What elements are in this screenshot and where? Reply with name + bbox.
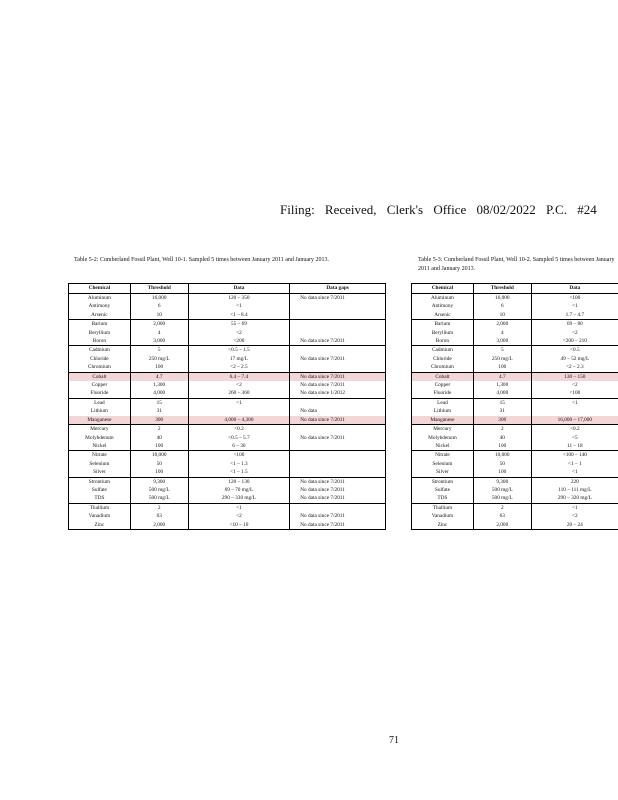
cell-data: <2: [188, 512, 290, 520]
cell-threshold: 9,300: [473, 477, 531, 486]
cell-threshold: 40: [473, 434, 531, 442]
cell-chemical: Aluminum: [430, 295, 454, 301]
cell-data-gaps: [290, 503, 386, 512]
table-row: [412, 477, 618, 486]
cell-threshold: 3,000: [473, 337, 531, 346]
cell-chemical: Nitrate: [412, 451, 474, 460]
table-row: [412, 416, 618, 425]
cell-data: <1: [188, 398, 290, 407]
cell-data: <1: [531, 398, 618, 407]
cell-data: 6.4 – 7.4: [188, 372, 290, 381]
cell-chemical: Copper: [91, 382, 108, 389]
cell-threshold: 16,000: [473, 294, 531, 303]
cell-data-gaps: No data since 1/2012: [290, 389, 386, 398]
cell-data: 16,000 – 17,000: [531, 416, 618, 425]
table-row: [69, 329, 386, 337]
cell-chemical: Selenium: [432, 460, 453, 467]
cell-chemical: Cobalt: [69, 372, 131, 381]
table-row: [412, 460, 618, 468]
cell-threshold: 300: [473, 416, 531, 425]
cell-chemical: Fluoride: [90, 390, 109, 397]
table-row: [412, 294, 618, 303]
cell-threshold: 6: [473, 302, 531, 310]
table-row: [69, 477, 386, 486]
cell-threshold: 31: [473, 407, 531, 415]
cell-threshold: 9,300: [130, 477, 188, 486]
cell-data: <200 – 210: [531, 337, 618, 346]
cell-chemical: Selenium: [89, 460, 110, 467]
table-row: [412, 337, 618, 346]
cell-threshold: 250 mg/L: [130, 355, 188, 363]
cell-data-gaps: No data since 7/2011: [290, 521, 386, 530]
cell-threshold: 31: [130, 407, 188, 415]
cell-data: [531, 407, 618, 415]
cell-data: <200: [188, 337, 290, 346]
cell-chemical: Boron: [92, 338, 107, 345]
cell-data-gaps: No data: [290, 407, 386, 415]
cell-data-gaps: [290, 460, 386, 468]
cell-data-gaps: No data since 7/2011: [290, 512, 386, 520]
cell-data: <0.2: [531, 425, 618, 434]
header-chemical: Chemical: [412, 284, 474, 294]
cell-chemical: Lead: [412, 398, 474, 407]
table-row: [69, 434, 386, 442]
cell-data-gaps: [290, 442, 386, 451]
cell-data: 1.7 – 4.7: [531, 311, 618, 320]
cell-data: 49 – 52 mg/L: [531, 355, 618, 363]
cell-data: <2: [188, 329, 290, 337]
cell-data: <2: [531, 512, 618, 520]
cell-chemical: Sulfate: [434, 486, 450, 493]
cell-data: 290 – 330 mg/L: [188, 494, 290, 503]
table-row: [69, 486, 386, 494]
cell-data: 69 – 80: [531, 320, 618, 329]
table-row: [69, 381, 386, 389]
cell-threshold: 50: [130, 460, 188, 468]
table-row: [412, 486, 618, 494]
cell-data-gaps: No data since 7/2011: [290, 486, 386, 494]
cell-chemical: TDS: [94, 495, 105, 502]
table-row: [69, 494, 386, 503]
cell-data-gaps: No data since 7/2011: [290, 494, 386, 503]
cell-chemical: Arsenic: [91, 311, 108, 318]
table-row: [69, 468, 386, 477]
cell-threshold: 500 mg/L: [473, 486, 531, 494]
page-number: 71: [389, 735, 399, 746]
table-row: [412, 355, 618, 363]
cell-data: 130 – 150: [531, 372, 618, 381]
cell-data: 55 – 69: [188, 320, 290, 329]
table-row: [412, 512, 618, 520]
cell-data: 69 – 70 mg/L: [188, 486, 290, 494]
cell-chemical: Lead: [69, 398, 131, 407]
cell-threshold: 100: [473, 442, 531, 451]
cell-data: <100: [531, 294, 618, 303]
cell-chemical: Nickel: [92, 442, 107, 449]
cell-chemical: Chloride: [433, 355, 452, 362]
cell-chemical: Thallium: [412, 503, 474, 512]
cell-data: <0.2: [188, 425, 290, 434]
table-row: [69, 407, 386, 415]
cell-chemical: Boron: [435, 338, 450, 345]
table-row: [412, 320, 618, 329]
cell-chemical: Cadmium: [412, 346, 474, 355]
table-row: [69, 346, 386, 355]
cell-chemical: Molybdenum: [428, 434, 457, 441]
cell-data: 20 – 24: [531, 521, 618, 530]
header-data: Data: [531, 284, 618, 294]
cell-chemical: Beryllium: [88, 329, 111, 336]
cell-data-gaps: [290, 346, 386, 355]
table-row: [412, 372, 618, 381]
cell-chemical: Chromium: [430, 364, 454, 371]
cell-data: <2: [531, 329, 618, 337]
cell-threshold: 4.7: [130, 372, 188, 381]
table1-caption: Table 5-2: Cumberland Fossil Plant, Well 10-1. Sampled 5 times between January 2011 and January 2013.: [74, 257, 330, 263]
cell-threshold: 5: [473, 346, 531, 355]
cell-data: 17 mg/L: [188, 355, 290, 363]
cell-data-gaps: No data since 7/2011: [290, 477, 386, 486]
cell-data: 11 – 18: [531, 442, 618, 451]
cell-data: <1: [188, 302, 290, 310]
cell-chemical: Sulfate: [91, 486, 107, 493]
cell-data-gaps: No data since 7/2011: [290, 355, 386, 363]
cell-chemical: Vanadium: [431, 513, 454, 520]
table-row: [412, 451, 618, 460]
table-row: [69, 363, 386, 372]
cell-data: 4,000 – 4,300: [188, 416, 290, 425]
cell-chemical: Aluminum: [87, 295, 111, 301]
cell-threshold: 63: [473, 512, 531, 520]
table-row: [412, 389, 618, 398]
header-data-gaps: Data gaps: [290, 284, 386, 294]
cell-chemical: Fluoride: [433, 390, 452, 397]
table-row: [69, 372, 386, 381]
cell-data: [188, 407, 290, 415]
cell-threshold: 1,300: [473, 381, 531, 389]
cell-data-gaps: [290, 320, 386, 329]
cell-chemical: Cobalt: [412, 372, 474, 381]
cell-chemical: Mercury: [69, 425, 131, 434]
table-row: [69, 398, 386, 407]
cell-data: <1: [531, 302, 618, 310]
cell-data-gaps: [290, 468, 386, 477]
cell-data: 120 – 350: [188, 294, 290, 303]
table-row: [412, 434, 618, 442]
cell-threshold: 500 mg/L: [130, 486, 188, 494]
cell-data: <100 – 140: [531, 451, 618, 460]
cell-threshold: 500 mg/L: [473, 494, 531, 503]
header-data: Data: [188, 284, 290, 294]
cell-threshold: 100: [130, 468, 188, 477]
cell-data-gaps: No data since 7/2011: [290, 381, 386, 389]
table-row: [412, 302, 618, 310]
cell-threshold: 500 mg/L: [130, 494, 188, 503]
header-threshold: Threshold: [130, 284, 188, 294]
cell-data: <1 – 8.4: [188, 311, 290, 320]
cell-data: 110 – 111 mg/L: [531, 486, 618, 494]
cell-data: <5: [531, 434, 618, 442]
cell-data-gaps: [290, 311, 386, 320]
cell-threshold: 2: [130, 425, 188, 434]
cell-threshold: 4.7: [473, 372, 531, 381]
cell-threshold: 3,000: [130, 337, 188, 346]
cell-threshold: 100: [473, 363, 531, 372]
cell-threshold: 2,000: [473, 320, 531, 329]
cell-threshold: 50: [473, 460, 531, 468]
cell-threshold: 100: [130, 442, 188, 451]
cell-data-gaps: [290, 329, 386, 337]
cell-threshold: 15: [130, 398, 188, 407]
table-row: [412, 503, 618, 512]
cell-data: 290 – 320 mg/L: [531, 494, 618, 503]
table-row: [412, 521, 618, 530]
cell-threshold: 2,000: [130, 521, 188, 530]
cell-threshold: 16,000: [130, 294, 188, 303]
table-row: [69, 442, 386, 451]
cell-threshold: 15: [473, 398, 531, 407]
cell-threshold: 63: [130, 512, 188, 520]
cell-data-gaps: [290, 451, 386, 460]
table-row: [69, 294, 386, 303]
cell-threshold: 100: [130, 363, 188, 372]
table-row: [69, 302, 386, 310]
cell-threshold: 10,000: [130, 451, 188, 460]
cell-chemical: Arsenic: [434, 311, 451, 318]
table2-caption: Table 5-3: Cumberland Fossil Plant, Well 10-2. Sampled 5 times between January 2011 and January 2013.: [418, 257, 615, 272]
cell-chemical: Barium: [412, 320, 474, 329]
cell-threshold: 1,300: [130, 381, 188, 389]
cell-data-gaps: No data since 7/2011: [290, 294, 386, 303]
table-row: [412, 311, 618, 320]
cell-chemical: Manganese: [69, 416, 131, 425]
table-well-10-1: [68, 283, 386, 530]
cell-data-gaps: [290, 363, 386, 372]
cell-chemical: Strontium: [412, 477, 474, 486]
cell-chemical: Zinc: [94, 521, 105, 528]
table-row: [412, 494, 618, 503]
cell-data: <1 – 1.3: [188, 460, 290, 468]
cell-data: 120 – 130: [188, 477, 290, 486]
cell-data: <1: [188, 503, 290, 512]
cell-chemical: Manganese: [412, 416, 474, 425]
table-row: [69, 311, 386, 320]
table-row: [69, 512, 386, 520]
table-row: [412, 407, 618, 415]
cell-data: <10 – 10: [188, 521, 290, 530]
cell-threshold: 100: [473, 468, 531, 477]
cell-chemical: Nickel: [435, 442, 450, 449]
cell-threshold: 4: [473, 329, 531, 337]
cell-data: 6 – 30: [188, 442, 290, 451]
cell-threshold: 300: [130, 416, 188, 425]
cell-threshold: 10: [473, 311, 531, 320]
cell-chemical: Barium: [69, 320, 131, 329]
cell-threshold: 4,000: [473, 389, 531, 398]
cell-data: <100: [188, 451, 290, 460]
cell-threshold: 4,000: [130, 389, 188, 398]
cell-data-gaps: No data since 7/2011: [290, 434, 386, 442]
table-row: [412, 398, 618, 407]
cell-data-gaps: [290, 425, 386, 434]
cell-chemical: Beryllium: [431, 329, 454, 336]
cell-chemical: Vanadium: [88, 513, 111, 520]
table-row: [412, 381, 618, 389]
cell-data-gaps: No data since 7/2011: [290, 337, 386, 346]
cell-chemical: Mercury: [412, 425, 474, 434]
cell-chemical: Lithium: [433, 408, 451, 415]
table-row: [69, 389, 386, 398]
cell-threshold: 4: [130, 329, 188, 337]
cell-data: <2 – 2.5: [188, 363, 290, 372]
cell-chemical: Strontium: [69, 477, 131, 486]
cell-chemical: Silver: [93, 469, 106, 476]
table-row: [69, 460, 386, 468]
cell-data: <0.5 – 5.7: [188, 434, 290, 442]
table-row: [69, 337, 386, 346]
cell-chemical: Nitrate: [69, 451, 131, 460]
cell-chemical: Molybdenum: [85, 434, 114, 441]
table-row: [412, 346, 618, 355]
table-row: [69, 521, 386, 530]
cell-chemical: Antimony: [431, 303, 454, 310]
table-well-10-2: [411, 283, 618, 530]
table-row: [69, 320, 386, 329]
cell-data: <100: [531, 389, 618, 398]
cell-chemical: Copper: [434, 382, 451, 389]
cell-data: <2: [531, 381, 618, 389]
cell-threshold: 2: [130, 503, 188, 512]
cell-data: <2 – 2.3: [531, 363, 618, 372]
cell-chemical: Chromium: [87, 364, 111, 371]
cell-data: <1: [531, 503, 618, 512]
cell-data-gaps: [290, 302, 386, 310]
cell-data: <1: [531, 468, 618, 477]
cell-data-gaps: [290, 398, 386, 407]
cell-data-gaps: No data since 7/2011: [290, 372, 386, 381]
table-header-row: [69, 284, 386, 294]
cell-threshold: 40: [130, 434, 188, 442]
filing-stamp: Filing: Received, Clerk's Office 08/02/2022 P.C. #24: [280, 202, 597, 217]
cell-chemical: TDS: [437, 495, 448, 502]
cell-threshold: 2: [473, 425, 531, 434]
cell-threshold: 2,000: [130, 320, 188, 329]
cell-chemical: Cadmium: [69, 346, 131, 355]
cell-threshold: 6: [130, 302, 188, 310]
cell-data: <1 – 1: [531, 460, 618, 468]
cell-data: <0.5: [531, 346, 618, 355]
cell-chemical: Antimony: [88, 303, 111, 310]
table-row: [69, 416, 386, 425]
cell-chemical: Thallium: [69, 503, 131, 512]
cell-threshold: 5: [130, 346, 188, 355]
cell-chemical: Lithium: [90, 408, 108, 415]
table-row: [69, 425, 386, 434]
cell-data-gaps: No data since 7/2011: [290, 416, 386, 425]
cell-data: <1 – 1.5: [188, 468, 290, 477]
cell-threshold: 2: [473, 503, 531, 512]
cell-threshold: 250 mg/L: [473, 355, 531, 363]
table-row: [412, 329, 618, 337]
cell-chemical: Zinc: [437, 521, 448, 528]
table-row: [412, 363, 618, 372]
table-row: [412, 425, 618, 434]
table-row: [69, 451, 386, 460]
table-row: [412, 468, 618, 477]
table-header-row: [412, 284, 618, 294]
table-row: [412, 442, 618, 451]
header-chemical: Chemical: [69, 284, 131, 294]
cell-chemical: Silver: [436, 469, 449, 476]
cell-threshold: 10: [130, 311, 188, 320]
cell-data: <0.5 – 1.5: [188, 346, 290, 355]
cell-data: 220: [531, 477, 618, 486]
cell-data: 260 – 360: [188, 389, 290, 398]
header-threshold: Threshold: [473, 284, 531, 294]
cell-chemical: Chloride: [90, 355, 109, 362]
table-row: [69, 355, 386, 363]
cell-data: <2: [188, 381, 290, 389]
table-row: [69, 503, 386, 512]
cell-threshold: 10,000: [473, 451, 531, 460]
cell-threshold: 2,000: [473, 521, 531, 530]
